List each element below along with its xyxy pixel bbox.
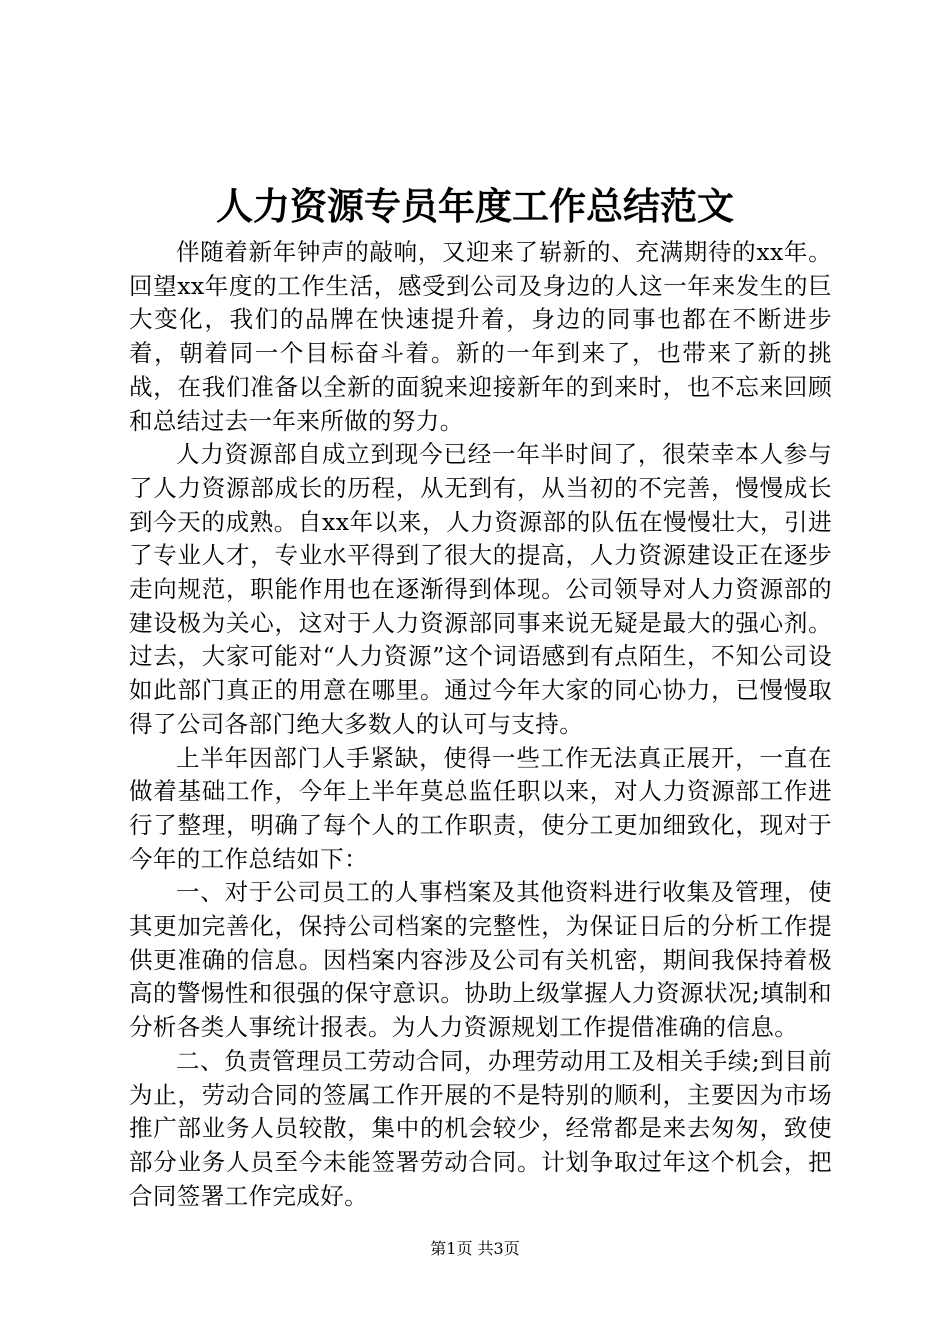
page-footer: 第1页 共3页 [430,1239,520,1258]
document-body [129,236,832,1213]
paragraph-item-two: 二、负责管理员工劳动合同，办理劳动用工及相关手续;到目前为止，劳动合同的签属工作开展的不是特别的顺利，主要因为市场推广部业务人员较散，集中的机会较少，经常都是来去匆匆，致使部分业务人员至今未能签署劳动合同。计划争取过年这个机会，把合同签署工作完成好。 [129,1046,832,1210]
paragraph-department-history: 人力资源部自成立到现今已经一年半时间了，很荣幸本人参与了人力资源部成长的历程，从无到有，从当初的不完善，慢慢成长到今天的成熟。自xx年以来，人力资源部的队伍在慢慢壮大，引进了专业人才，专业水平得到了很大的提高，人力资源建设正在逐步走向规范，职能作用也在逐渐得到体现。公司领导对人力资源部的建设极为关心，这对于人力资源部同事来说无疑是最大的强心剂。过去，大家可能对“人力资源”这个词语感到有点陌生，不知公司设如此部门真正的用意在哪里。通过今年大家的同心协力，已慢慢取得了公司各部门绝大多数人的认可与支持。 [129,440,832,738]
document-title: 人力资源专员年度工作总结范文 [216,184,734,228]
paragraph-item-one: 一、对于公司员工的人事档案及其他资料进行收集及管理，使其更加完善化，保持公司档案的完整性，为保证日后的分析工作提供更准确的信息。因档案内容涉及公司有关机密，期间我保持着极高的警惕性和很强的保守意识。协助上级掌握人力资源状况;填制和分析各类人事统计报表。为人力资源规划工作提借准确的信息。 [129,878,832,1042]
paragraph-intro: 伴随着新年钟声的敲响，又迎来了崭新的、充满期待的xx年。回望xx年度的工作生活，感受到公司及身边的人这一年来发生的巨大变化，我们的品牌在快速提升着，身边的同事也都在不断进步着，朝着同一个目标奋斗着。新的一年到来了，也带来了新的挑战，在我们准备以全新的面貌来迎接新年的到来时，也不忘来回顾和总结过去一年来所做的努力。 [129,238,832,435]
paragraph-first-half-year: 上半年因部门人手紧缺，使得一些工作无法真正展开，一直在做着基础工作，今年上半年莫总监任职以来，对人力资源部工作进行了整理，明确了每个人的工作职责，使分工更加细致化，现对于今年的工作总结如下： [129,743,832,873]
